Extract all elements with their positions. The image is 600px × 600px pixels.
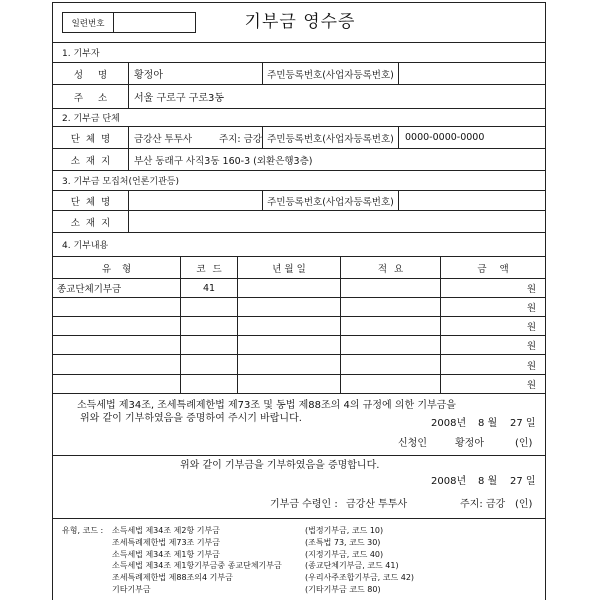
code-notes <box>53 519 545 600</box>
donor-section <box>53 43 545 63</box>
request-statement <box>53 394 545 456</box>
request-date-day: 27 일 <box>510 418 536 429</box>
request-date-year: 2008년 <box>431 418 467 429</box>
collector-location-label: 소 재 지 <box>70 217 111 229</box>
notes-label: 유형, 코드 : <box>62 526 104 535</box>
collector-name-value <box>128 191 262 210</box>
table-row <box>53 355 545 375</box>
receipt-header <box>53 3 545 43</box>
note-law: 조세특례제한법 제73조 기부금 <box>112 538 221 547</box>
org-name-row <box>53 127 545 149</box>
donor-name-row <box>53 63 545 85</box>
request-text-line1: 소득세법 제34조, 조세특례제한법 제73조 및 동법 제88조의 4의 규정에 의한 기부금을 <box>77 400 456 411</box>
collector-name-label: 단 체 명 <box>70 196 111 208</box>
row-amount: 원 <box>440 375 545 393</box>
row-type <box>53 298 180 316</box>
note-category: (종교단체기부금, 코드 41) <box>305 561 399 570</box>
org-location-label: 소 재 지 <box>70 155 111 167</box>
org-name: 금강산 투투사 <box>134 133 193 145</box>
recipient-label: 기부금 수령인 : <box>270 499 338 510</box>
organization-section-heading: 2. 기부금 단체 <box>62 114 120 124</box>
row-amount: 원 <box>440 355 545 374</box>
recipient-name: 금강산 투투사 <box>346 499 408 510</box>
donor-id-label: 주민등록번호(사업자등록번호) <box>262 63 398 84</box>
note-law: 소득세법 제34조 제1항 기부금 <box>112 550 220 559</box>
donor-name-label: 성 명 <box>73 69 108 81</box>
row-summary <box>340 298 440 316</box>
note-law: 기타기부금 <box>112 585 151 594</box>
table-row <box>53 375 545 394</box>
row-code <box>180 298 237 316</box>
org-location-row <box>53 149 545 171</box>
collector-name-row <box>53 191 545 211</box>
collector-id-value <box>398 191 545 210</box>
donor-address-value: 서울 구로구 구로3동 <box>128 85 545 108</box>
collector-section <box>53 171 545 191</box>
col-amount-header: 금 액 <box>440 257 545 278</box>
row-code <box>180 355 237 374</box>
recipient-representative: 주지: 금강 <box>460 499 506 510</box>
contents-section-heading: 4. 기부내용 <box>62 241 109 251</box>
applicant-name: 황정아 <box>455 438 484 449</box>
row-date <box>237 317 340 335</box>
donor-address-row <box>53 85 545 109</box>
applicant-label: 신청인 <box>398 438 427 449</box>
note-category: (우리사주조합기부금, 코드 42) <box>305 573 415 582</box>
row-date <box>237 375 340 393</box>
col-code-header: 코 드 <box>180 257 237 278</box>
table-row <box>53 317 545 336</box>
org-id-label: 주민등록번호(사업자등록번호) <box>262 127 398 148</box>
note-category: (기타기부금 코드 80) <box>305 585 381 594</box>
col-summary-header: 적 요 <box>340 257 440 278</box>
serial-number-box <box>62 12 196 33</box>
donation-table-header <box>53 257 545 279</box>
row-code: 41 <box>180 279 237 297</box>
table-row <box>53 298 545 317</box>
row-summary <box>340 317 440 335</box>
org-representative: 주지: 금강 <box>219 133 262 145</box>
request-text-line2: 위와 같이 기부하였음을 증명하여 주시기 바랍니다. <box>80 413 302 424</box>
org-id-value: 0000-0000-0000 <box>398 127 545 148</box>
recipient-seal: (인) <box>515 499 533 510</box>
donor-address-label: 주 소 <box>73 92 108 104</box>
row-summary <box>340 375 440 393</box>
row-date <box>237 279 340 297</box>
row-date <box>237 336 340 354</box>
row-type <box>53 336 180 354</box>
note-law: 소득세법 제34조 제2항 기부금 <box>112 526 220 535</box>
collector-section-heading: 3. 기부금 모집처(언론기관등) <box>62 177 179 187</box>
row-code <box>180 317 237 335</box>
donor-name-value: 황정아 <box>128 63 262 84</box>
note-category: (조특법 73, 코드 30) <box>305 538 381 547</box>
note-law: 조세특례제한법 제88조의4 기부금 <box>112 573 233 582</box>
row-summary <box>340 336 440 354</box>
row-date <box>237 355 340 374</box>
certification-text: 위와 같이 기부금을 기부하였음을 증명합니다. <box>180 460 380 471</box>
row-type <box>53 317 180 335</box>
row-code <box>180 375 237 393</box>
collector-id-label: 주민등록번호(사업자등록번호) <box>262 191 398 210</box>
table-row <box>53 336 545 355</box>
row-type: 종교단체기부금 <box>57 284 122 295</box>
row-amount: 원 <box>440 279 545 297</box>
certification <box>53 456 545 519</box>
col-date-header: 년 월 일 <box>237 257 340 278</box>
applicant-seal: (인) <box>515 438 533 449</box>
org-name-value <box>128 127 262 148</box>
row-type <box>53 355 180 374</box>
serial-number-value <box>114 13 195 32</box>
certification-date-month: 8 월 <box>478 476 498 487</box>
row-type <box>53 375 180 393</box>
serial-number-label: 일련번호 <box>63 13 114 32</box>
table-row <box>53 279 545 298</box>
row-amount: 원 <box>440 317 545 335</box>
organization-section <box>53 109 545 127</box>
row-amount: 원 <box>440 298 545 316</box>
contents-section <box>53 233 545 257</box>
note-category: (지정기부금, 코드 40) <box>305 550 384 559</box>
request-date-month: 8 월 <box>478 418 498 429</box>
org-name-label: 단 체 명 <box>70 133 111 145</box>
org-location-value: 부산 동래구 사직3동 160-3 (외환은행3층) <box>128 149 545 170</box>
donor-section-heading: 1. 기부자 <box>62 49 100 59</box>
note-category: (법정기부금, 코드 10) <box>305 526 384 535</box>
row-code <box>180 336 237 354</box>
certification-date-day: 27 일 <box>510 476 536 487</box>
collector-location-value <box>128 211 545 232</box>
row-amount: 원 <box>440 336 545 354</box>
row-summary <box>340 279 440 297</box>
note-law: 소득세법 제34조 제1항기부금중 종교단체기부금 <box>112 561 282 570</box>
donor-id-value <box>398 63 545 84</box>
certification-date-year: 2008년 <box>431 476 467 487</box>
col-type-header: 유 형 <box>101 263 132 275</box>
receipt-title: 기부금 영수증 <box>244 12 356 32</box>
collector-location-row <box>53 211 545 233</box>
row-date <box>237 298 340 316</box>
row-summary <box>340 355 440 374</box>
